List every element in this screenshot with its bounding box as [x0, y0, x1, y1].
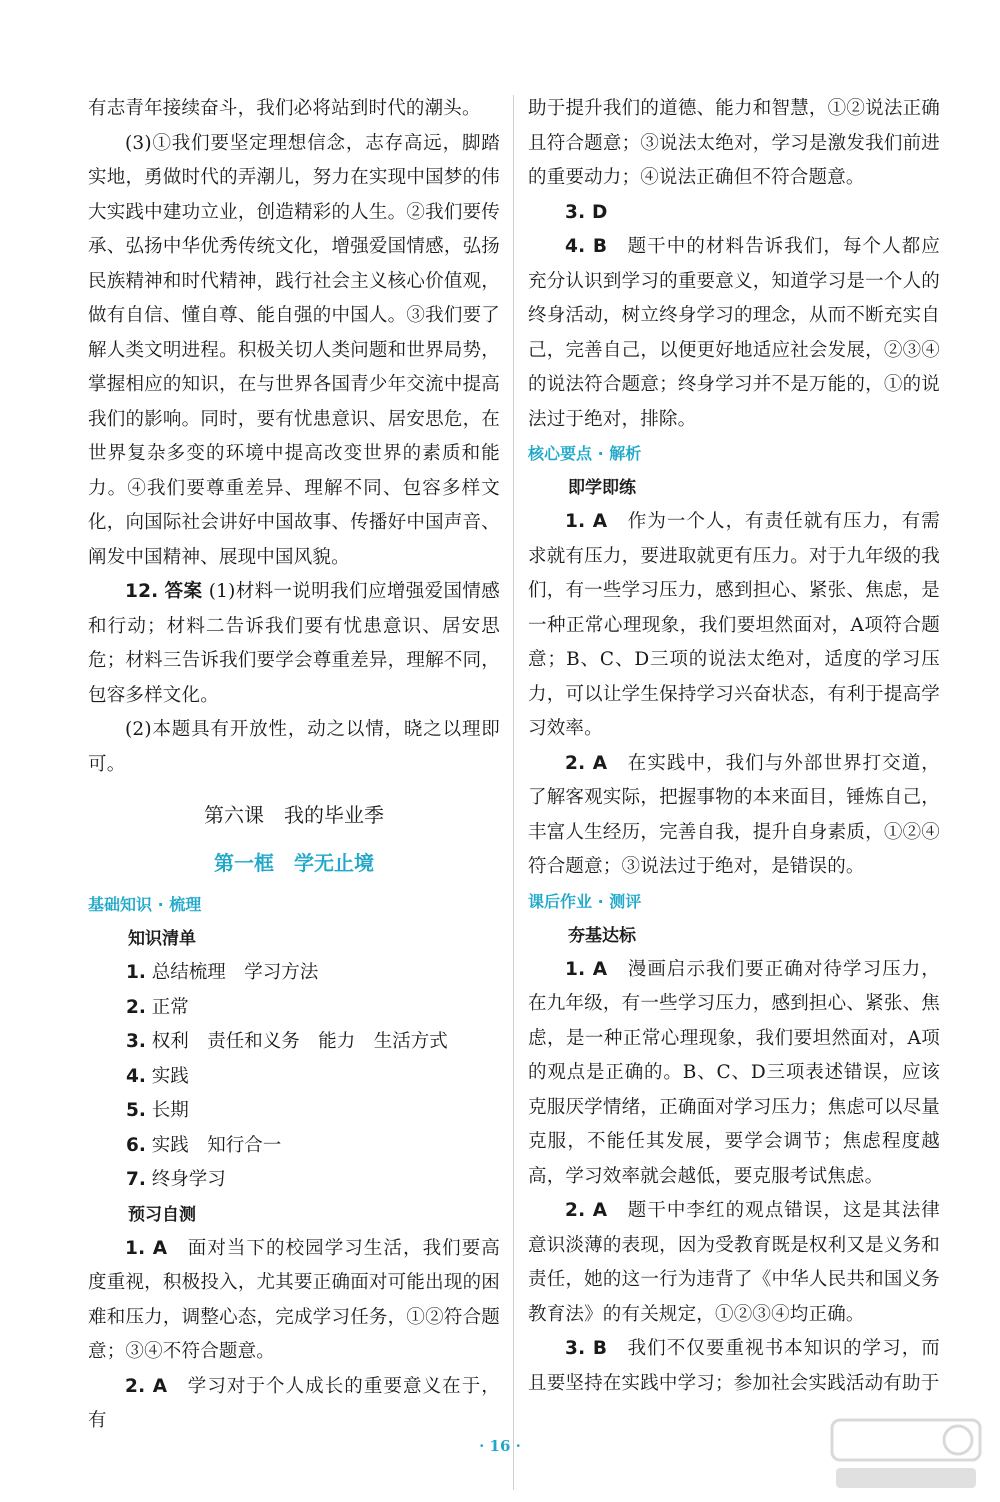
left-column — [88, 92, 500, 1439]
page-number: · 16 · — [479, 1437, 521, 1455]
item-number: 1. A — [565, 958, 608, 980]
item-number: 3. B — [565, 1338, 608, 1359]
item-text: 学习对于个人成长的重要意义在于，有 — [88, 1375, 500, 1431]
list-item — [88, 1163, 500, 1198]
item-number: 2. A — [565, 752, 608, 774]
item-text: 权利 责任和义务 能力 生活方式 — [151, 1031, 448, 1052]
item-text: 总结梳理 学习方法 — [151, 962, 319, 983]
item-number: 3. — [126, 1031, 146, 1052]
item-number: 2. — [126, 996, 146, 1018]
subheading-practice: 即学即练 — [568, 478, 636, 498]
answer-text: (1)材料一说明我们应增强爱国情感和行动；材料二告诉我们要有忧患意识、居安思危；材料三告诉我们要学会尊重差异，理解不同，包容多样文化。 — [88, 581, 500, 706]
item-text: 题干中的材料告诉我们，每个人都应充分认识到学习的重要意义，知道学习是一个人的终身活动，树立终身学习的理念，从而不断充实自己，完善自己，以便更好地适应社会发展，②③④的说法符合题意；终身学习并不是万能的，①的说法过于绝对，排除。 — [528, 236, 940, 430]
item-text: 在实践中，我们与外部世界打交道，了解客观实际，把握事物的本来面目，锤炼自己，丰富人生经历，完善自我，提升自身素质，①②④符合题意；③说法过于绝对，是错误的。 — [528, 752, 940, 877]
item-text: 题干中李红的观点错误，这是其法律意识淡薄的表现，因为受教育既是权利又是义务和责任，她的这一行为违背了《中华人民共和国义务教育法》的有关规定，①②③④均正确。 — [528, 1200, 940, 1325]
item-text: 正常 — [151, 996, 189, 1018]
item-number: 5. — [126, 1100, 146, 1121]
column-divider — [513, 95, 514, 1490]
question-12 — [88, 575, 500, 713]
paragraph-continued: 有志青年接续奋斗，我们必将站到时代的潮头。 — [88, 98, 481, 119]
answer-item — [528, 1332, 940, 1401]
item-number: 1. A — [125, 1237, 168, 1259]
subheading-preview-test: 预习自测 — [128, 1204, 196, 1225]
item-number: 7. — [126, 1169, 146, 1190]
item-text: 实践 — [151, 1065, 189, 1087]
item-text: 长期 — [151, 1100, 189, 1121]
answer-item — [528, 1194, 940, 1332]
right-column — [528, 92, 940, 1401]
item-text: 终身学习 — [151, 1169, 226, 1190]
answer-item — [528, 747, 940, 885]
section-heading-core: 核心要点 · 解析 — [528, 444, 642, 463]
answer-item — [88, 1232, 500, 1370]
item-number: 4. B — [565, 236, 608, 257]
answer-item — [528, 953, 940, 1195]
paragraph-q11-3: (3)①我们要坚定理想信念，志存高远，脚踏实地，勇做时代的弄潮儿，努力在实现中国梦的伟大实践中建功立业，创造精彩的人生。②我们要传承、弘扬中华优秀传统文化，增强爱国情感，弘扬民族精神和时代精神，践行社会主义核心价值观，做有自信、懂自尊、能自强的中国人。③我们要了解人类文明进程。积极关切人类问题和世界局势，掌握相应的知识，在与世界各国青少年交流中提高我们的影响。同时，要有忧患意识、居安思危，在世界复杂多变的环境中提高改变世界的素质和能力。④我们要尊重差异、理解不同、包容多样文化，向国际社会讲好中国故事、传播好中国声音、阐发中国精神、展现中国风貌。 — [88, 132, 500, 568]
item-number: 1. — [126, 962, 146, 983]
list-item — [88, 991, 500, 1026]
list-item — [88, 1060, 500, 1095]
subheading-foundation: 夯基达标 — [568, 925, 636, 946]
frame-title: 第一框 学无止境 — [214, 851, 374, 875]
item-text: 我们不仅要重视书本知识的学习，而且要坚持在实践中学习；参加社会实践活动有助于 — [528, 1338, 940, 1394]
subheading-knowledge-list: 知识清单 — [128, 929, 196, 949]
answer-item — [528, 196, 940, 231]
question-12-part2: (2)本题具有开放性，动之以情，晓之以理即可。 — [88, 719, 500, 775]
item-number: 2. A — [125, 1375, 168, 1397]
list-item — [88, 956, 500, 991]
answer-label: 答案 — [164, 581, 203, 602]
item-number: 2. A — [565, 1200, 608, 1221]
lesson-title: 第六课 我的毕业季 — [204, 803, 384, 827]
item-text: 漫画启示我们要正确对待学习压力，在九年级，有一些学习压力，感到担心、紧张、焦虑，是一种正常心理现象，我们要坦然面对，A项的观点是正确的。B、C、D三项表述错误，应该克服厌学情绪，正确面对学习压力；焦虑可以尽量克服，不能任其发展，要学会调节；焦虑程度越高，学习效率就会越低，要克服考试焦虑。 — [528, 958, 940, 1187]
item-text: 实践 知行合一 — [151, 1134, 282, 1156]
list-item — [88, 1094, 500, 1129]
section-heading-homework: 课后作业 · 测评 — [528, 891, 642, 911]
item-number: 4. — [126, 1065, 146, 1087]
question-number: 12. — [125, 581, 159, 602]
section-heading-basics: 基础知识 · 梳理 — [88, 895, 202, 914]
item-number: 3. D — [565, 201, 608, 223]
answer-item — [528, 505, 940, 747]
answer-item — [88, 1370, 500, 1439]
watermark-logo — [826, 1414, 986, 1494]
item-number: 1. A — [565, 511, 608, 532]
paragraph-continued: 助于提升我们的道德、能力和智慧，①②说法正确且符合题意；③说法太绝对，学习是激发我们前进的重要动力；④说法正确但不符合题意。 — [528, 98, 940, 188]
answer-item — [528, 230, 940, 437]
list-item — [88, 1025, 500, 1060]
item-number: 6. — [126, 1134, 146, 1156]
item-text: 作为一个人，有责任就有压力，有需求就有压力，要进取就更有压力。对于九年级的我们，有一些学习压力，感到担心、紧张、焦虑，是一种正常心理现象，我们要坦然面对，A项符合题意；B、C、D三项的说法太绝对，适度的学习压力，可以让学生保持学习兴奋状态，有利于提高学习效率。 — [528, 511, 940, 739]
item-text: 面对当下的校园学习生活，我们要高度重视，积极投入，尤其要正确面对可能出现的困难和压力，调整心态，完成学习任务，①②符合题意；③④不符合题意。 — [88, 1237, 500, 1362]
list-item — [88, 1129, 500, 1164]
